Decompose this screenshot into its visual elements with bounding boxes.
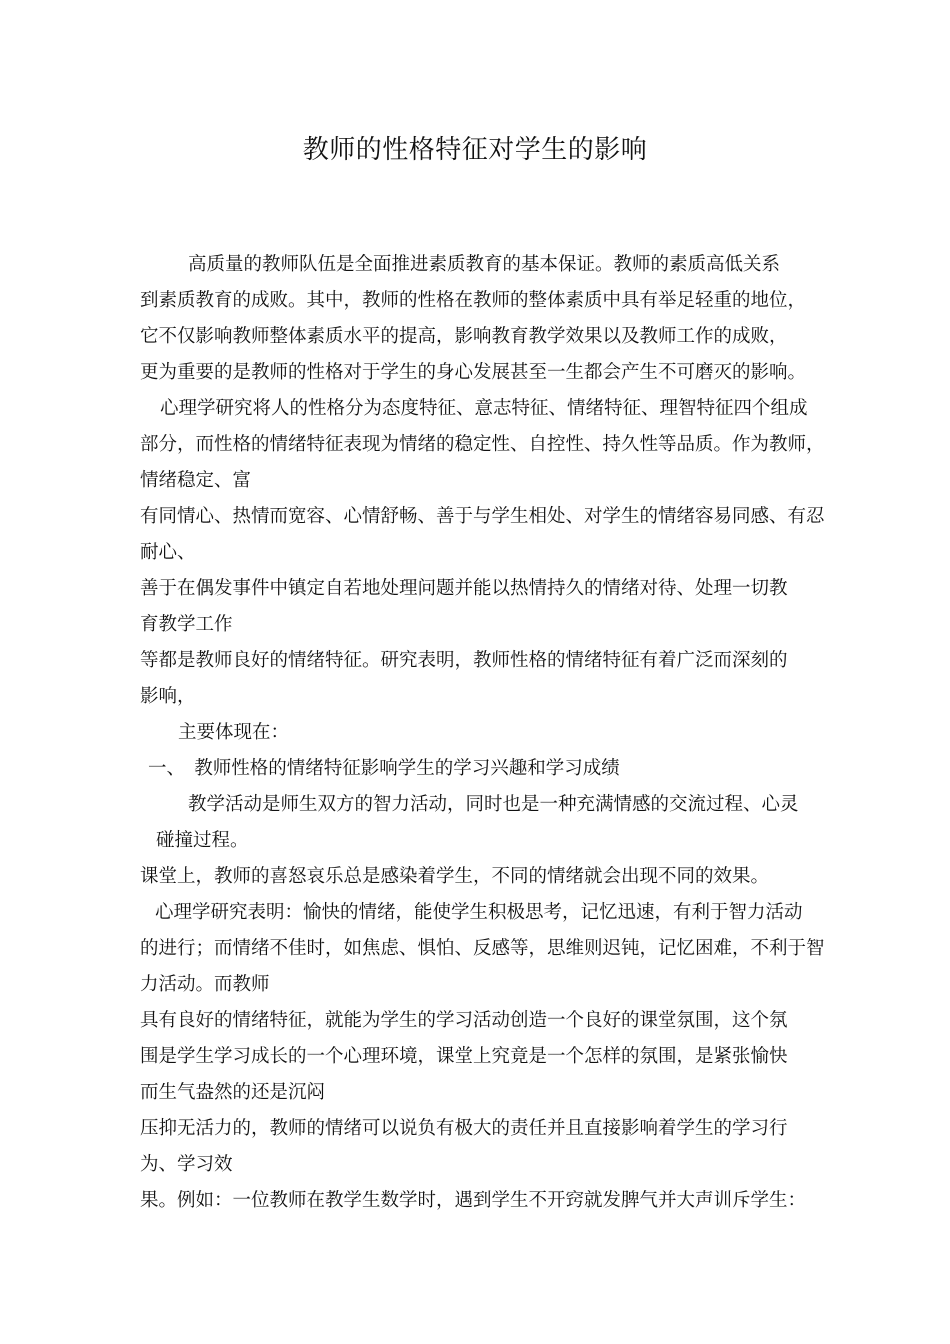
text-line: 主要体现在：: [178, 722, 290, 743]
text-line: 它不仅影响教师整体素质水平的提高，影响教育教学效果以及教师工作的成败，: [140, 326, 788, 347]
text-line: 到素质教育的成败。其中，教师的性格在教师的整体素质中具有举足轻重的地位，: [140, 290, 807, 311]
text-line: 影响，: [140, 686, 196, 707]
text-line: 心理学研究表明：愉快的情绪，能使学生积极思考，记忆迅速，有利于智力活动: [155, 902, 803, 923]
text-line: 耐心、: [140, 542, 196, 563]
text-line: 的进行；而情绪不佳时，如焦虑、惧怕、反感等，思维则迟钝，记忆困难，不利于智: [140, 938, 825, 959]
text-line: 为、学习效: [140, 1154, 233, 1175]
document-title: 教师的性格特征对学生的影响: [302, 135, 648, 165]
text-line: 而生气盎然的还是沉闷: [140, 1082, 326, 1103]
text-line: 教学活动是师生双方的智力活动，同时也是一种充满情感的交流过程、心灵: [188, 794, 799, 815]
text-line: 压抑无活力的，教师的情绪可以说负有极大的责任并且直接影响着学生的学习行: [140, 1118, 788, 1139]
text-line: 围是学生学习成长的一个心理环境，课堂上究竟是一个怎样的氛围，是紧张愉快: [140, 1046, 788, 1067]
section-heading: 一、 教师性格的情绪特征影响学生的学习兴趣和学习成绩: [148, 758, 620, 779]
text-line: 情绪稳定、富: [140, 470, 252, 491]
text-line: 果。例如：一位教师在教学生数学时，遇到学生不开窍就发脾气并大声训斥学生：: [140, 1190, 807, 1211]
text-line: 部分，而性格的情绪特征表现为情绪的稳定性、自控性、持久性等品质。作为教师，: [140, 434, 825, 455]
text-line: 具有良好的情绪特征，就能为学生的学习活动创造一个良好的课堂氛围，这个氛: [140, 1010, 788, 1031]
text-line: 更为重要的是教师的性格对于学生的身心发展甚至一生都会产生不可磨灭的影响。: [140, 362, 807, 383]
text-line: 力活动。而教师: [140, 974, 270, 995]
text-line: 高质量的教师队伍是全面推进素质教育的基本保证。教师的素质高低关系: [188, 254, 781, 275]
text-line: 碰撞过程。: [156, 830, 249, 851]
text-line: 善于在偶发事件中镇定自若地处理问题并能以热情持久的情绪对待、处理一切教: [140, 578, 788, 599]
text-line: 课堂上，教师的喜怒哀乐总是感染着学生，不同的情绪就会出现不同的效果。: [140, 866, 770, 887]
text-line: 心理学研究将人的性格分为态度特征、意志特征、情绪特征、理智特征四个组成: [160, 398, 808, 419]
text-line: 育教学工作: [140, 614, 233, 635]
text-line: 等都是教师良好的情绪特征。研究表明，教师性格的情绪特征有着广泛而深刻的: [140, 650, 788, 671]
text-line: 有同情心、热情而宽容、心情舒畅、善于与学生相处、对学生的情绪容易同感、有忍: [140, 506, 825, 527]
